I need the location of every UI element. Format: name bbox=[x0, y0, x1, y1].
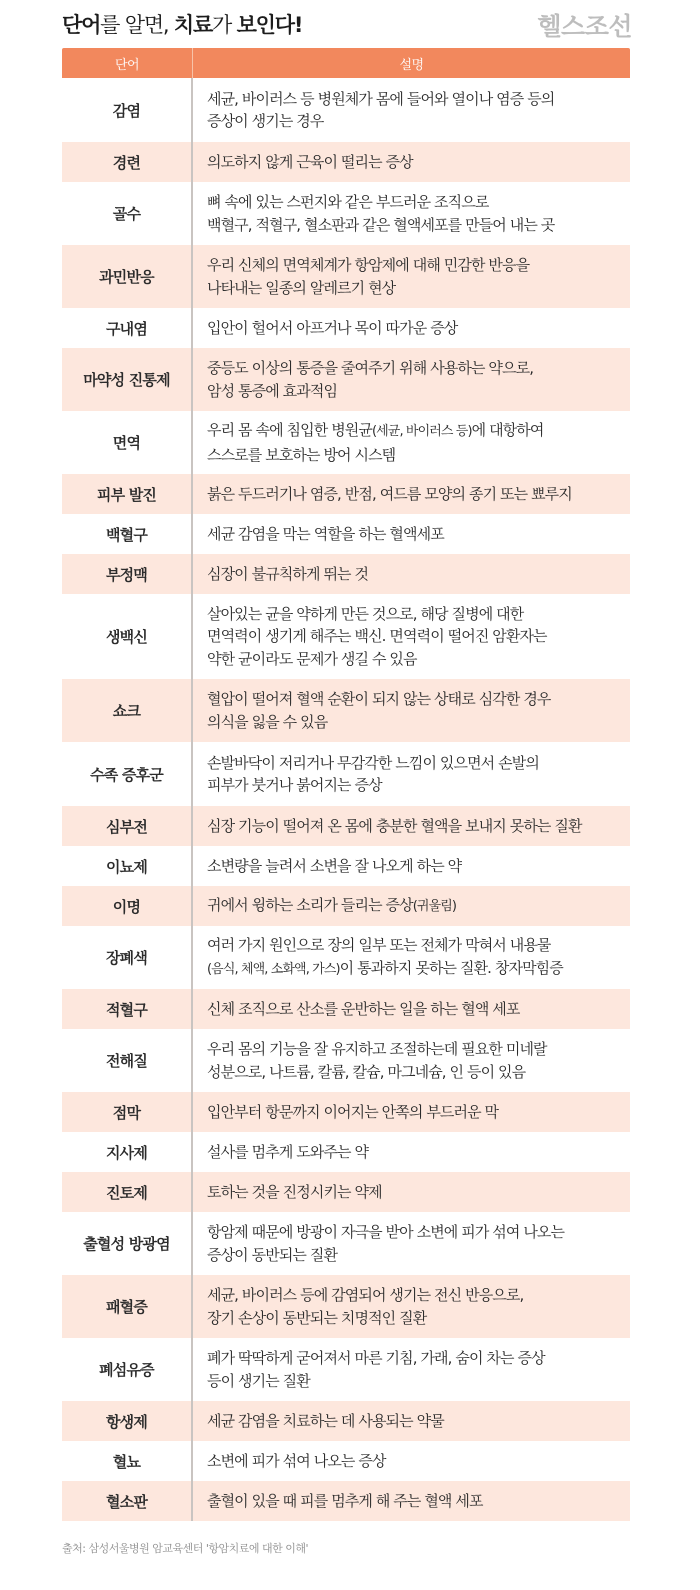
description-line bbox=[207, 483, 624, 506]
description-text: 여러 가지 원인으로 장의 일부 또는 전체가 막혀서 내용물 bbox=[207, 936, 551, 954]
description-line bbox=[207, 752, 624, 775]
table-row bbox=[62, 142, 630, 182]
description-cell bbox=[193, 989, 630, 1029]
description-line bbox=[207, 648, 624, 671]
title-word-visible: 보인다! bbox=[236, 13, 303, 37]
description-cell bbox=[193, 182, 630, 245]
term-cell: 항생제 bbox=[62, 1401, 193, 1441]
description-text: 장기 손상이 동반되는 치명적인 질환 bbox=[207, 1308, 427, 1327]
description-parenthetical: (세균, 바이러스 등) bbox=[371, 424, 472, 439]
description-text: 우리 신체의 면역체계가 항암제에 대해 민감한 반응을 bbox=[207, 256, 530, 274]
term-cell: 백혈구 bbox=[62, 514, 193, 554]
term-cell: 출혈성 방광염 bbox=[62, 1212, 193, 1275]
description-line bbox=[207, 444, 624, 467]
table-row bbox=[62, 308, 630, 348]
description-cell bbox=[193, 142, 630, 182]
description-line bbox=[207, 1450, 624, 1473]
description-line bbox=[207, 957, 624, 982]
description-line bbox=[207, 88, 624, 111]
description-line bbox=[207, 894, 624, 919]
term-cell: 감염 bbox=[62, 78, 193, 142]
description-text: 귀에서 윙하는 소리가 들리는 증상 bbox=[207, 895, 413, 914]
description-line bbox=[207, 380, 624, 403]
term-cell: 이명 bbox=[62, 886, 193, 926]
description-text: 의식을 잃을 수 있음 bbox=[207, 712, 328, 731]
description-line bbox=[207, 277, 624, 300]
table-row bbox=[62, 1092, 630, 1132]
table-row bbox=[62, 1275, 630, 1338]
description-text: 면역력이 생기게 해주는 백신. 면역력이 떨어진 암환자는 bbox=[207, 627, 547, 646]
description-text: 백혈구, 적혈구, 혈소판과 같은 혈액세포를 만들어 내는 곳 bbox=[207, 215, 555, 234]
description-cell bbox=[193, 1029, 630, 1092]
description-cell bbox=[193, 679, 630, 742]
description-cell bbox=[193, 1172, 630, 1212]
table-body bbox=[62, 78, 630, 1521]
description-cell bbox=[193, 1441, 630, 1481]
term-cell: 피부 발진 bbox=[62, 474, 193, 514]
term-cell: 구내염 bbox=[62, 308, 193, 348]
description-line bbox=[207, 625, 624, 648]
table-row bbox=[62, 594, 630, 679]
description-line bbox=[207, 357, 624, 380]
table-row bbox=[62, 1401, 630, 1441]
description-cell bbox=[193, 245, 630, 308]
description-text: 등이 생기는 질환 bbox=[207, 1371, 310, 1390]
term-cell: 쇼크 bbox=[62, 679, 193, 742]
description-text: 세균, 바이러스 등 병원체가 몸에 들어와 열이나 염증 등의 bbox=[207, 89, 555, 108]
table-row bbox=[62, 1212, 630, 1275]
description-text: 의도하지 않게 근육이 떨리는 증상 bbox=[207, 152, 413, 171]
title-word-treatment: 치료 bbox=[173, 13, 213, 37]
description-text: 중등도 이상의 통증을 줄여주기 위해 사용하는 약으로, bbox=[207, 359, 534, 377]
term-cell: 마약성 진통제 bbox=[62, 348, 193, 411]
description-text: 피부가 붓거나 붉어지는 증상 bbox=[207, 776, 382, 794]
description-cell bbox=[193, 806, 630, 846]
description-text: 세균, 바이러스 등에 감염되어 생기는 전신 반응으로, bbox=[207, 1286, 524, 1304]
description-cell bbox=[193, 1338, 630, 1401]
term-cell: 패혈증 bbox=[62, 1275, 193, 1338]
description-text: 항암제 때문에 방광이 자극을 받아 소변에 피가 섞여 나오는 bbox=[207, 1223, 565, 1241]
column-header-description: 설명 bbox=[399, 57, 424, 73]
description-text: 입안부터 항문까지 이어지는 안쪽의 부드러운 막 bbox=[207, 1102, 499, 1121]
table-row bbox=[62, 245, 630, 308]
description-line bbox=[207, 855, 624, 878]
description-cell bbox=[193, 742, 630, 806]
description-text: 증상이 동반되는 질환 bbox=[207, 1245, 338, 1264]
table-row bbox=[62, 806, 630, 846]
description-cell bbox=[193, 474, 630, 514]
description-cell bbox=[193, 846, 630, 886]
term-cell: 생백신 bbox=[62, 594, 193, 679]
description-line bbox=[207, 1347, 624, 1370]
term-cell: 전해질 bbox=[62, 1029, 193, 1092]
term-cell: 지사제 bbox=[62, 1132, 193, 1172]
table-header-row bbox=[62, 48, 630, 78]
description-text: 약한 균이라도 문제가 생길 수 있음 bbox=[207, 649, 417, 668]
table-row bbox=[62, 1029, 630, 1092]
description-line bbox=[207, 1141, 624, 1164]
description-line bbox=[207, 110, 624, 133]
term-cell: 폐섬유증 bbox=[62, 1338, 193, 1401]
table-row bbox=[62, 742, 630, 806]
table-row bbox=[62, 1338, 630, 1401]
description-cell bbox=[193, 1275, 630, 1338]
term-cell: 수족 증후군 bbox=[62, 742, 193, 806]
description-cell bbox=[193, 1212, 630, 1275]
page-title bbox=[62, 9, 302, 39]
description-cell bbox=[193, 926, 630, 989]
infographic-page bbox=[50, 0, 646, 1590]
table-row bbox=[62, 78, 630, 142]
table-row bbox=[62, 411, 630, 474]
description-line bbox=[207, 1307, 624, 1330]
table-row bbox=[62, 554, 630, 594]
term-cell: 이뇨제 bbox=[62, 846, 193, 886]
description-text: 붉은 두드러기나 염증, 반점, 여드름 모양의 종기 또는 뾰루지 bbox=[207, 484, 572, 503]
description-text: 출혈이 있을 때 피를 멈추게 해 주는 혈액 세포 bbox=[207, 1491, 483, 1510]
table-row bbox=[62, 514, 630, 554]
description-cell bbox=[193, 308, 630, 348]
title-particle-1: 를 알면, bbox=[100, 13, 174, 37]
title-particle-2: 가 bbox=[212, 13, 237, 37]
description-text: 뼈 속에 있는 스펀지와 같은 부드러운 조직으로 bbox=[207, 193, 489, 211]
table-row bbox=[62, 886, 630, 926]
description-text: 우리 몸의 기능을 잘 유지하고 조절하는데 필요한 미네랄 bbox=[207, 1040, 547, 1058]
description-text: 토하는 것을 진정시키는 약제 bbox=[207, 1182, 382, 1201]
description-line bbox=[207, 711, 624, 734]
description-line bbox=[207, 1181, 624, 1204]
description-text: 세균 감염을 막는 역할을 하는 혈액세포 bbox=[207, 524, 444, 543]
term-cell: 심부전 bbox=[62, 806, 193, 846]
description-line bbox=[207, 1101, 624, 1124]
description-text: 소변량을 늘려서 소변을 잘 나오게 하는 약 bbox=[207, 856, 462, 875]
description-line bbox=[207, 1038, 624, 1061]
description-cell bbox=[193, 514, 630, 554]
table-row bbox=[62, 989, 630, 1029]
description-line bbox=[207, 603, 624, 626]
description-line bbox=[207, 815, 624, 838]
description-line bbox=[207, 1244, 624, 1267]
description-line bbox=[207, 774, 624, 797]
description-line bbox=[207, 998, 624, 1021]
description-line bbox=[207, 419, 624, 444]
term-cell: 과민반응 bbox=[62, 245, 193, 308]
description-text: 입안이 헐어서 아프거나 목이 따가운 증상 bbox=[207, 318, 458, 337]
description-line bbox=[207, 254, 624, 277]
description-cell bbox=[193, 411, 630, 474]
description-text: 손발바닥이 저리거나 무감각한 느낌이 있으면서 손발의 bbox=[207, 753, 539, 772]
description-text: 에 대항하여 bbox=[471, 421, 544, 439]
description-cell bbox=[193, 78, 630, 142]
description-cell bbox=[193, 348, 630, 411]
description-line bbox=[207, 1410, 624, 1433]
table-row bbox=[62, 1172, 630, 1212]
table-row bbox=[62, 846, 630, 886]
term-cell: 혈뇨 bbox=[62, 1441, 193, 1481]
description-line bbox=[207, 1221, 624, 1244]
table-row bbox=[62, 348, 630, 411]
description-text: 설사를 멈추게 도와주는 약 bbox=[207, 1142, 369, 1161]
description-cell bbox=[193, 1092, 630, 1132]
table-row bbox=[62, 474, 630, 514]
description-text: 우리 몸 속에 침입한 병원균 bbox=[207, 421, 372, 439]
table-row bbox=[62, 1481, 630, 1521]
description-text: 살아있는 균을 약하게 만든 것으로, 해당 질병에 대한 bbox=[207, 604, 524, 623]
description-cell bbox=[193, 1401, 630, 1441]
table-row bbox=[62, 926, 630, 989]
description-line bbox=[207, 1490, 624, 1513]
term-cell: 적혈구 bbox=[62, 989, 193, 1029]
table-row bbox=[62, 182, 630, 245]
table-row bbox=[62, 1132, 630, 1172]
column-header-term: 단어 bbox=[62, 48, 193, 78]
term-cell: 부정맥 bbox=[62, 554, 193, 594]
description-text: 소변에 피가 섞여 나오는 증상 bbox=[207, 1451, 386, 1470]
description-text: 증상이 생기는 경우 bbox=[207, 112, 324, 130]
description-text: 나타내는 일종의 알레르기 현상 bbox=[207, 278, 396, 297]
description-line bbox=[207, 688, 624, 711]
description-parenthetical: (귀울림) bbox=[412, 898, 457, 914]
description-text: 성분으로, 나트륨, 칼륨, 칼슘, 마그네슘, 인 등이 있음 bbox=[207, 1062, 526, 1081]
description-line bbox=[207, 1370, 624, 1393]
description-cell bbox=[193, 594, 630, 679]
description-line bbox=[207, 317, 624, 340]
brand-logo: 헬스조선 bbox=[537, 12, 632, 41]
description-cell bbox=[193, 554, 630, 594]
description-line bbox=[207, 214, 624, 237]
description-text: 이 통과하지 못하는 질환. 창자막힘증 bbox=[339, 958, 563, 977]
description-cell bbox=[193, 1481, 630, 1521]
description-line bbox=[207, 1284, 624, 1307]
term-cell: 혈소판 bbox=[62, 1481, 193, 1521]
term-cell: 면역 bbox=[62, 411, 193, 474]
description-text: 세균 감염을 치료하는 데 사용되는 약물 bbox=[207, 1411, 444, 1430]
description-line bbox=[207, 934, 624, 957]
page-header bbox=[50, 0, 646, 48]
description-text: 심장 기능이 떨어져 온 몸에 충분한 혈액을 보내지 못하는 질환 bbox=[207, 816, 582, 835]
title-word-term: 단어 bbox=[62, 13, 101, 37]
term-cell: 골수 bbox=[62, 182, 193, 245]
source-note: 출처: 삼성서울병원 암교육센터 '항암치료에 대한 이해' bbox=[62, 1542, 309, 1555]
term-cell: 점막 bbox=[62, 1092, 193, 1132]
table-row bbox=[62, 679, 630, 742]
term-cell: 장폐색 bbox=[62, 926, 193, 989]
description-text: 신체 조직으로 산소를 운반하는 일을 하는 혈액 세포 bbox=[207, 999, 520, 1018]
description-line bbox=[207, 151, 624, 174]
glossary-table bbox=[62, 48, 630, 1521]
term-cell: 경련 bbox=[62, 142, 193, 182]
description-line bbox=[207, 523, 624, 546]
term-cell: 진토제 bbox=[62, 1172, 193, 1212]
table-row bbox=[62, 1441, 630, 1481]
description-parenthetical: (음식, 체액, 소화액, 가스) bbox=[207, 961, 340, 977]
description-line bbox=[207, 1061, 624, 1084]
description-cell bbox=[193, 886, 630, 926]
description-line bbox=[207, 191, 624, 214]
description-text: 암성 통증에 효과적임 bbox=[207, 381, 338, 400]
description-text: 혈압이 떨어져 혈액 순환이 되지 않는 상태로 심각한 경우 bbox=[207, 690, 551, 708]
description-line bbox=[207, 563, 624, 586]
description-text: 심장이 불규칙하게 뛰는 것 bbox=[207, 564, 369, 583]
description-text: 스스로를 보호하는 방어 시스템 bbox=[207, 445, 396, 464]
description-text: 폐가 딱딱하게 굳어져서 마른 기침, 가래, 숨이 차는 증상 bbox=[207, 1349, 545, 1367]
description-cell bbox=[193, 1132, 630, 1172]
